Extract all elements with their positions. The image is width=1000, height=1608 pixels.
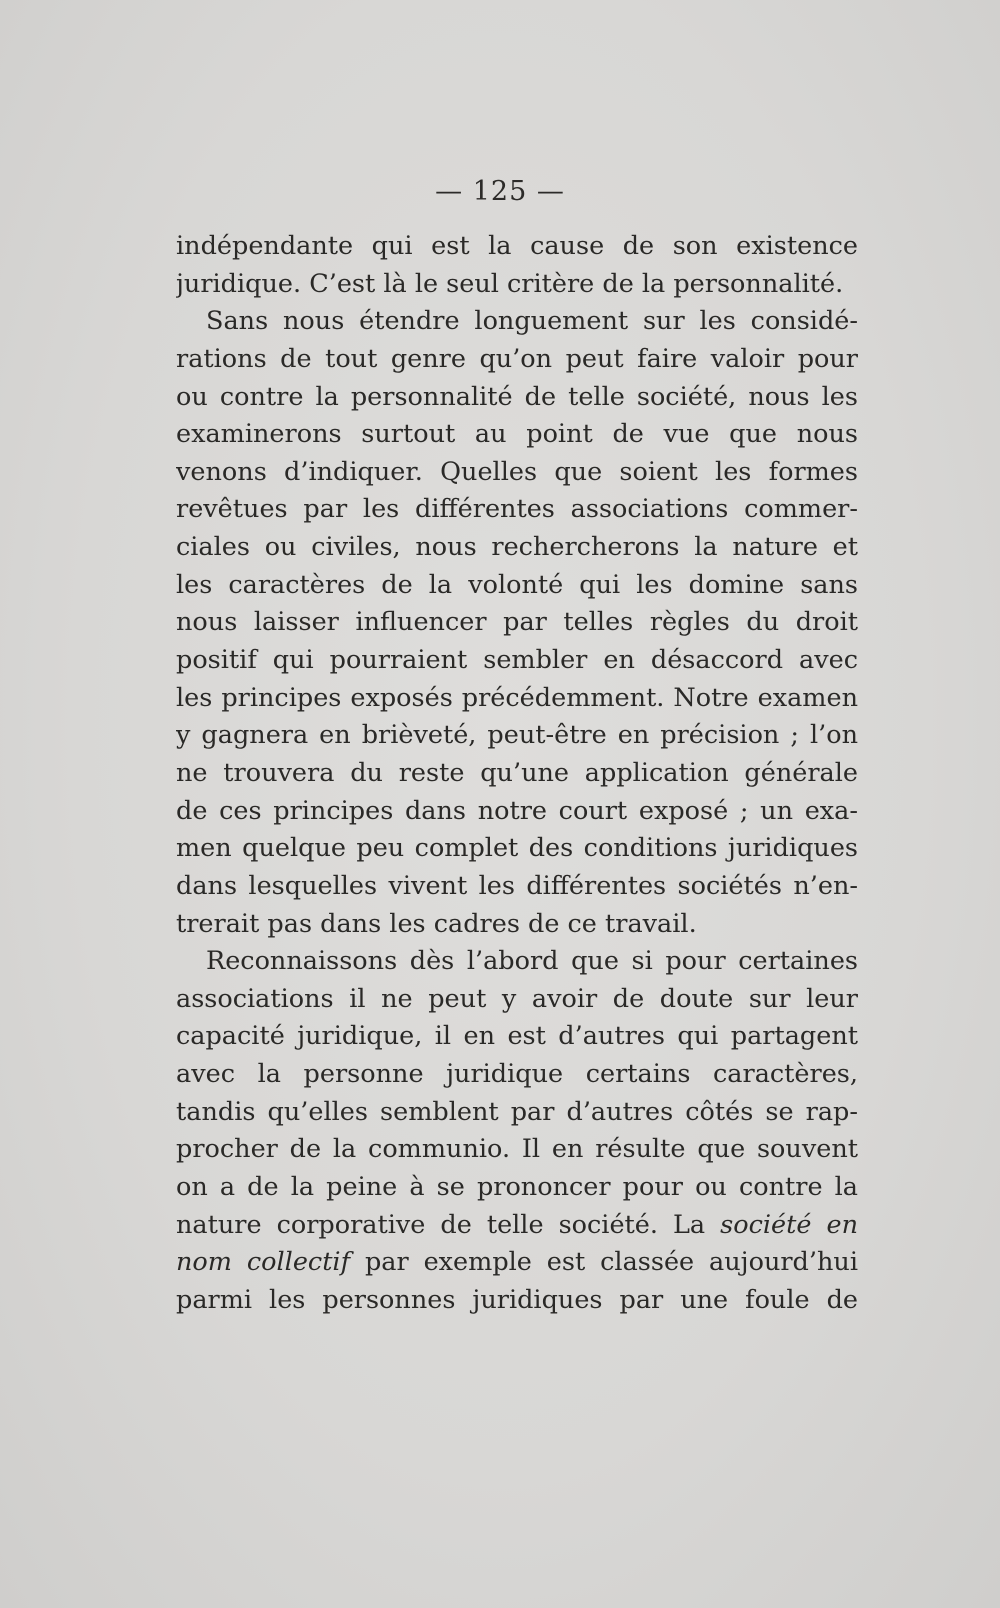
text-line — [176, 1282, 858, 1320]
text-line — [176, 830, 858, 868]
line-text: Reconnaissons dès l’abord que si pour certaines — [206, 946, 858, 977]
text-line — [176, 943, 858, 981]
text-line — [176, 1169, 858, 1207]
text-line — [176, 868, 858, 906]
text-line — [176, 416, 858, 454]
text-line — [176, 491, 858, 529]
text-line — [176, 341, 858, 379]
line-text: juridique. C’est là le seul critère de la personnalité. — [176, 268, 844, 299]
text-line — [176, 1056, 858, 1094]
text-line — [176, 1207, 858, 1245]
text-line — [176, 981, 858, 1019]
text-line — [176, 454, 858, 492]
line-text: dans lesquelles vivent les différentes sociétés n’en- — [176, 870, 858, 901]
text-line — [176, 680, 858, 718]
text-line — [176, 1018, 858, 1056]
text-line — [176, 1131, 858, 1169]
page-number: — 125 — — [435, 176, 565, 207]
line-text: les caractères de la volonté qui les domine sans — [176, 569, 858, 600]
line-text: capacité juridique, il en est d’autres qui partagent — [176, 1021, 858, 1052]
line-text: de ces principes dans notre court exposé ; un exa- — [176, 795, 858, 826]
text-line — [176, 266, 858, 304]
line-text: nature corporative de telle société. La — [176, 1209, 706, 1240]
line-text: venons d’indiquer. Quelles que soient les formes — [176, 456, 858, 487]
line-text: examinerons surtout au point de vue que nous — [176, 419, 858, 450]
line-text: avec la personne juridique certains caractères, — [176, 1059, 858, 1090]
italic-text: nom collectif — [176, 1247, 351, 1278]
line-text: y gagnera en brièveté, peut-être en précision ; l’on — [176, 720, 858, 751]
line-text: procher de la communio. Il en résulte que souvent — [176, 1134, 858, 1165]
line-text: trerait pas dans les cadres de ce travail. — [176, 908, 697, 939]
text-line — [176, 755, 858, 793]
text-line — [176, 228, 858, 266]
line-text: associations il ne peut y avoir de doute sur leur — [176, 983, 858, 1014]
line-text: on a de la peine à se prononcer pour ou contre la — [176, 1172, 858, 1203]
body-text — [176, 228, 858, 1320]
line-text: revêtues par les différentes associations commer- — [176, 494, 858, 525]
text-line — [176, 604, 858, 642]
line-text: ne trouvera du reste qu’une application générale — [176, 757, 858, 788]
line-text: rations de tout genre qu’on peut faire valoir pour — [176, 343, 858, 374]
line-text: les principes exposés précédemment. Notre examen — [176, 682, 858, 713]
italic-text: société en — [720, 1209, 858, 1240]
text-line — [176, 717, 858, 755]
text-line — [176, 529, 858, 567]
line-text: parmi les personnes juridiques par une foule de — [176, 1284, 858, 1315]
line-text: nous laisser influencer par telles règles du droit — [176, 607, 858, 638]
text-line — [176, 642, 858, 680]
text-line — [176, 906, 858, 944]
line-text: positif qui pourraient sembler en désaccord avec — [176, 645, 858, 676]
line-text: tandis qu’elles semblent par d’autres côtés se rap- — [176, 1096, 858, 1127]
line-text: par exemple est classée aujourd’hui — [350, 1247, 858, 1278]
line-text: ciales ou civiles, nous rechercherons la nature et — [176, 532, 858, 563]
line-text: men quelque peu complet des conditions juridiques — [176, 833, 858, 864]
line-text: ou contre la personnalité de telle société, nous les — [176, 381, 858, 412]
text-line — [176, 1244, 858, 1282]
text-line — [176, 1094, 858, 1132]
text-line — [176, 793, 858, 831]
text-line — [176, 379, 858, 417]
line-text: indépendante qui est la cause de son existence — [176, 231, 858, 261]
text-line — [176, 303, 858, 341]
line-text: Sans nous étendre longuement sur les considé- — [206, 306, 858, 337]
text-line — [176, 567, 858, 605]
